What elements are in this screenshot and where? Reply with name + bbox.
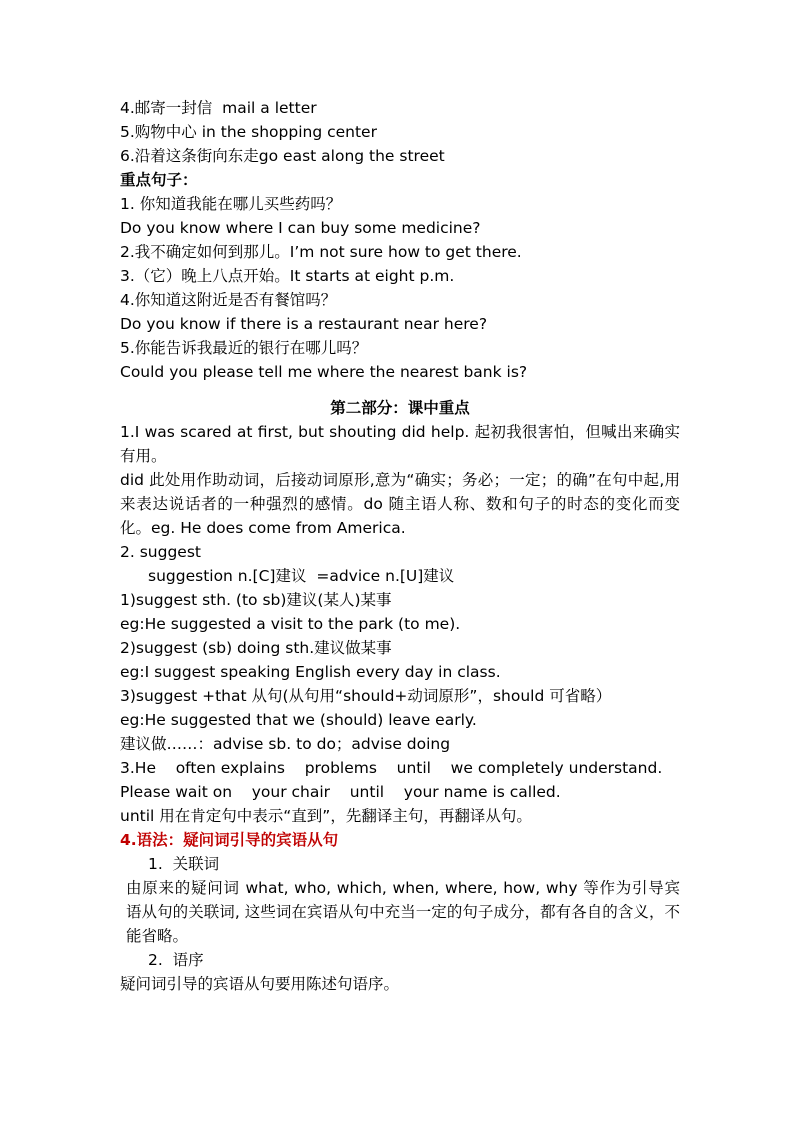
key-sentence-2: 2.我不确定如何到那儿。I’m not sure how to get there. [120, 243, 522, 261]
grammar-paragraph-1: 由原来的疑问词 what, who, which, when, where, how, why 等作为引导宾语从句的关联词, 这些词在宾语从句中充当一定的句子成分，都有各自的含义，不能省略。 [126, 879, 680, 945]
grammar-paragraph-2: 疑问词引导的宾语从句要用陈述句语序。 [120, 975, 400, 993]
key-sentence-1-en: Do you know where I can buy some medicine? [120, 219, 481, 237]
key-sentence-1-cn: 1. 你知道我能在哪儿买些药吗？ [120, 195, 342, 213]
vocab-line-6: 6.沿着这条街向东走go east along the street [120, 147, 445, 165]
suggest-usage-1: 1)suggest sth. (to sb)建议(某人)某事 [120, 591, 392, 609]
until-note: until 用在肯定句中表示“直到”，先翻译主句，再翻译从句。 [120, 807, 532, 825]
suggest-example-2: eg:I suggest speaking English every day in class. [120, 663, 501, 681]
key-sentence-5-cn: 5.你能告诉我最近的银行在哪儿吗？ [120, 339, 368, 357]
suggest-heading: 2. suggest [120, 543, 201, 561]
key-sentences-heading: 重点句子： [120, 171, 198, 189]
suggestion-definition: suggestion n.[C]建议 =advice n.[U]建议 [148, 567, 455, 585]
grammar-heading: 4.语法：疑问词引导的宾语从句 [120, 831, 339, 849]
suggest-usage-2: 2)suggest (sb) doing sth.建议做某事 [120, 639, 392, 657]
key-sentence-3: 3.（它）晚上八点开始。It starts at eight p.m. [120, 267, 455, 285]
vocab-line-4: 4.邮寄一封信 mail a letter [120, 99, 317, 117]
part2-title: 第二部分：课中重点 [330, 399, 470, 417]
grammar-subheading-1: 1. 关联词 [148, 855, 220, 873]
suggest-example-1: eg:He suggested a visit to the park (to me). [120, 615, 461, 633]
until-example-1: 3.He often explains problems until we completely understand. [120, 759, 663, 777]
advise-note: 建议做……：advise sb. to do；advise doing [120, 735, 451, 753]
key-sentence-4-en: Do you know if there is a restaurant near here? [120, 315, 488, 333]
until-example-2: Please wait on your chair until your name is called. [120, 783, 561, 801]
document-page [120, 96, 680, 996]
point-1-paragraph: 1.I was scared at first, but shouting did help. 起初我很害怕，但喊出来确实有用。 [120, 423, 680, 465]
key-sentence-5-en: Could you please tell me where the nearest bank is? [120, 363, 528, 381]
suggest-usage-3: 3)suggest +that 从句(从句用“should+动词原形”，should 可省略） [120, 687, 612, 705]
vocab-line-5: 5.购物中心 in the shopping center [120, 123, 377, 141]
suggest-example-3: eg:He suggested that we (should) leave early. [120, 711, 477, 729]
key-sentence-4-cn: 4.你知道这附近是否有餐馆吗？ [120, 291, 337, 309]
grammar-subheading-2: 2. 语序 [148, 951, 204, 969]
did-explanation-paragraph: did 此处用作助动词，后接动词原形,意为“确实；务必；一定；的确”在句中起,用来表达说话者的一种强烈的感情。do 随主语人称、数和句子的时态的变化而变化。eg. He does come from America. [120, 471, 680, 537]
